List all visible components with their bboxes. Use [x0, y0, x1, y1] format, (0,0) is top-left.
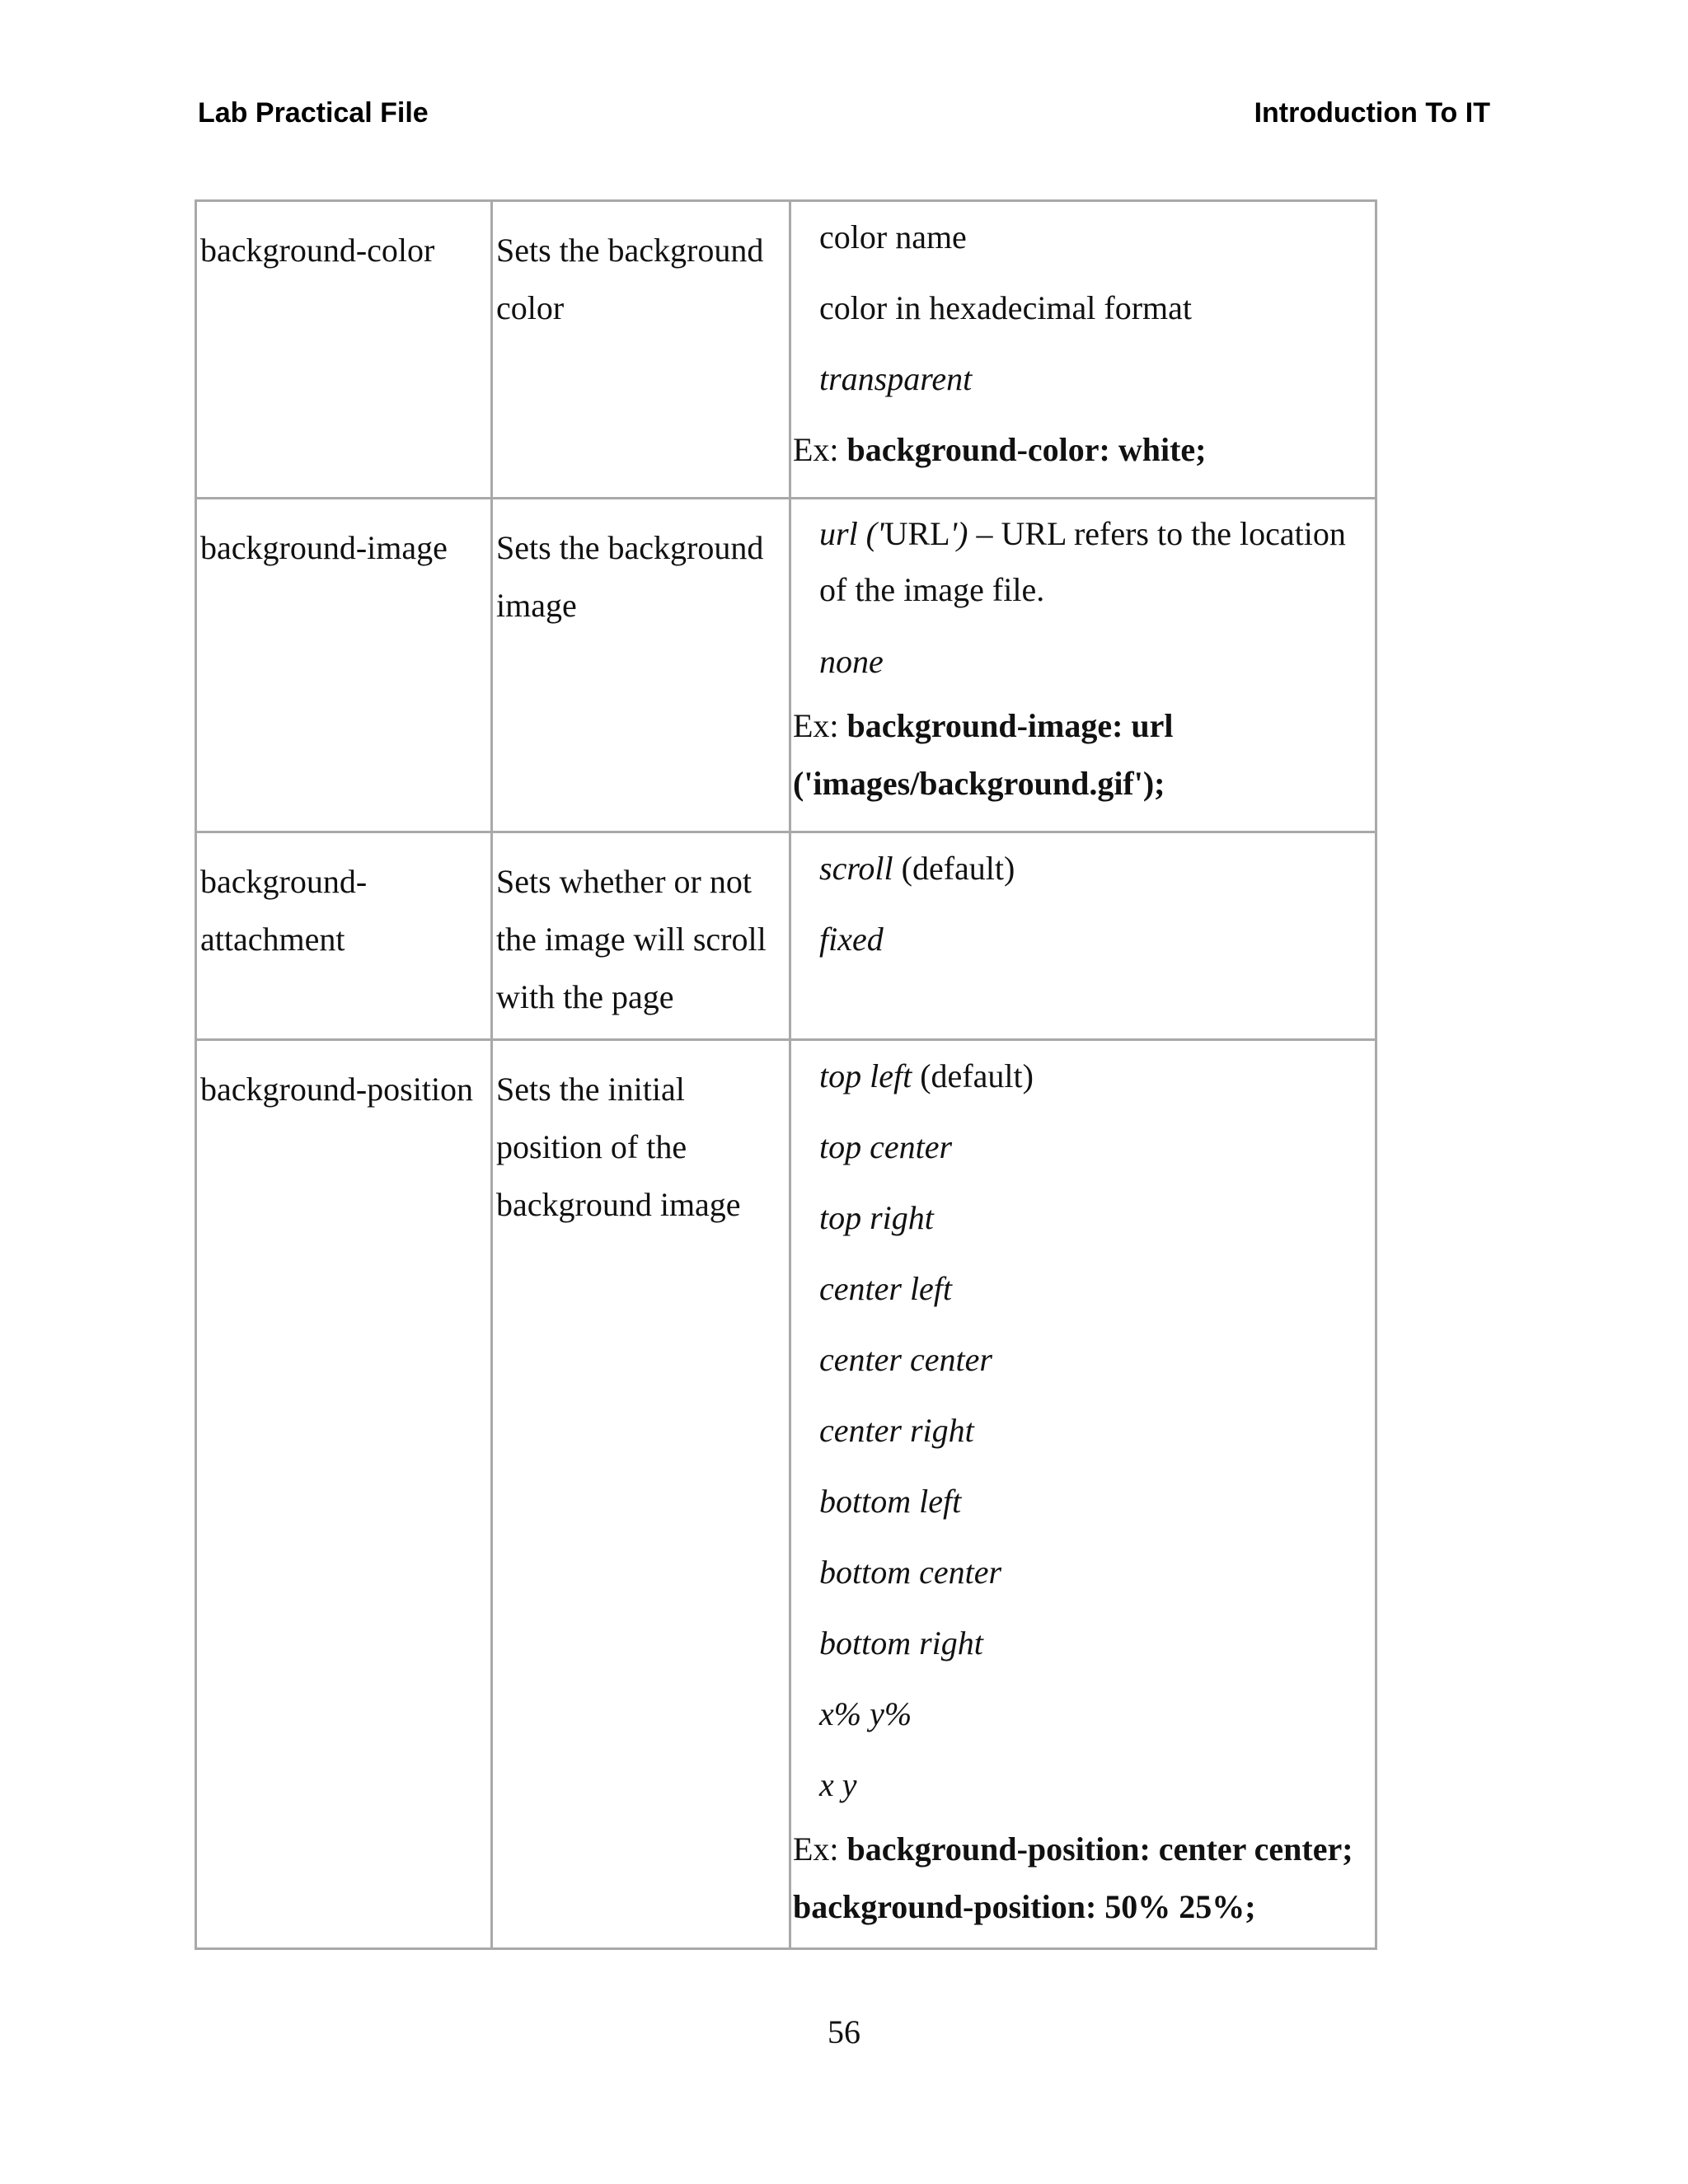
value-keyword: top left	[819, 1057, 912, 1094]
property-description: Sets the background image	[496, 529, 764, 624]
value-item: transparent	[819, 360, 973, 397]
value-item: x% y%	[819, 1695, 912, 1732]
header-right-title: Introduction To IT	[1254, 97, 1490, 129]
example-prefix: Ex:	[793, 707, 839, 744]
table-row	[196, 1040, 1376, 1949]
url-function-close: ')	[950, 515, 968, 552]
header-left-title: Lab Practical File	[198, 97, 429, 129]
value-item	[791, 833, 1365, 904]
values-cell	[790, 1040, 1376, 1949]
property-description: Sets the background color	[496, 232, 764, 326]
value-item	[791, 499, 1365, 626]
property-description: Sets whether or not the image will scroll with the page	[496, 863, 767, 1015]
value-item: fixed	[819, 921, 884, 958]
value-item: x y	[819, 1766, 857, 1803]
example-code: background-position: 50% 25%;	[793, 1888, 1256, 1925]
property-name: background-position	[200, 1071, 474, 1108]
url-function-open: url ('	[819, 515, 884, 552]
url-explanation: – URL refers to the location of the image file.	[819, 515, 1346, 608]
property-cell	[196, 832, 492, 1040]
value-item: none	[819, 643, 884, 680]
value-item: color in hexadecimal format	[819, 289, 1193, 326]
value-default-note: (default)	[912, 1057, 1034, 1094]
value-item: top center	[819, 1128, 953, 1165]
property-cell	[196, 1040, 492, 1949]
value-item: center right	[819, 1412, 974, 1449]
table-row	[196, 201, 1376, 499]
property-cell	[196, 201, 492, 499]
value-item: bottom right	[819, 1624, 983, 1661]
css-background-properties-table	[195, 199, 1377, 1950]
example-line	[791, 697, 1365, 813]
example-prefix: Ex:	[793, 1830, 839, 1868]
property-description: Sets the initial position of the background image	[496, 1071, 741, 1223]
example-prefix: Ex:	[793, 431, 839, 468]
property-name: background-color	[200, 232, 435, 269]
values-cell	[790, 201, 1376, 499]
example-code: background-position: center center;	[846, 1830, 1353, 1868]
value-item: top right	[819, 1199, 934, 1236]
description-cell	[492, 499, 790, 832]
value-item: color name	[819, 218, 967, 255]
table-row	[196, 832, 1376, 1040]
property-name: background-image	[200, 529, 448, 566]
value-item	[791, 1041, 1365, 1112]
property-name: background-attachment	[200, 863, 368, 958]
value-item: bottom center	[819, 1554, 1002, 1591]
example-line	[791, 415, 1365, 485]
example-line	[791, 1878, 1365, 1936]
description-cell	[492, 832, 790, 1040]
table-row	[196, 499, 1376, 832]
url-placeholder: URL	[884, 515, 950, 552]
value-item: bottom left	[819, 1483, 962, 1520]
value-item: center center	[819, 1341, 992, 1378]
value-item: center left	[819, 1270, 953, 1307]
example-code: background-image: url ('images/background.gif');	[793, 707, 1174, 802]
description-cell	[492, 1040, 790, 1949]
description-cell	[492, 201, 790, 499]
example-code: background-color: white;	[846, 431, 1207, 468]
value-default-note: (default)	[893, 850, 1015, 887]
value-keyword: scroll	[819, 850, 893, 887]
values-cell	[790, 832, 1376, 1040]
values-cell	[790, 499, 1376, 832]
example-line	[791, 1821, 1365, 1878]
property-cell	[196, 499, 492, 832]
page-number: 56	[828, 2013, 860, 2050]
